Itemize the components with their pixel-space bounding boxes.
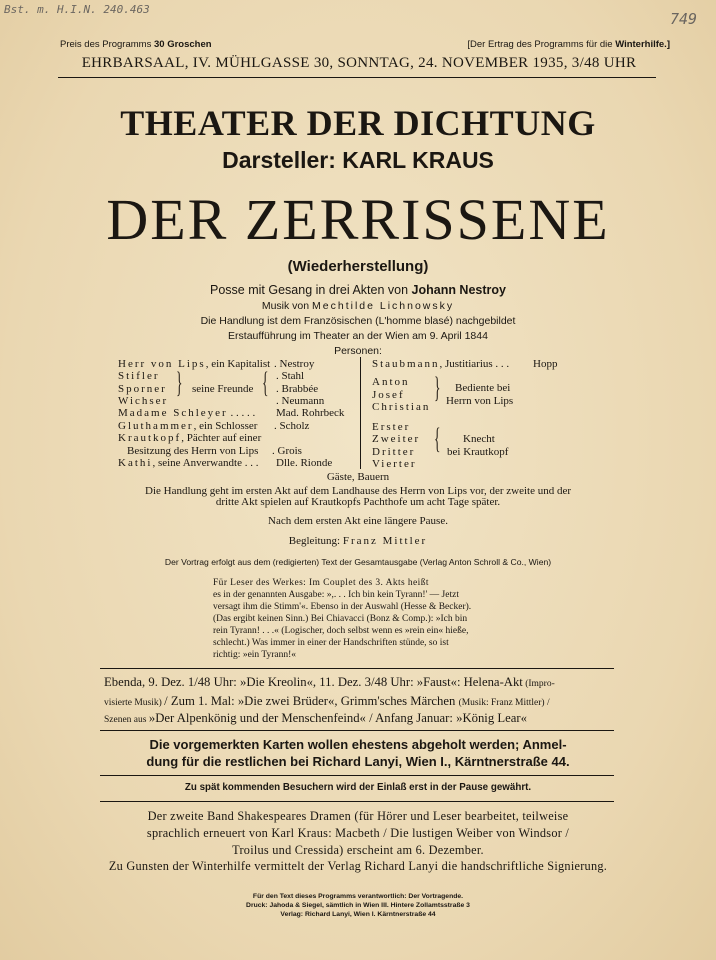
cast-krautkopf: Krautkopf, Pächter auf einer: [118, 432, 262, 444]
farmhands-brace: {: [433, 422, 441, 455]
cast-lips: Herr von Lips, ein Kapitalist: [118, 358, 271, 370]
music-line: Musik von Mechtilde Lichnowsky: [261, 300, 455, 312]
accompaniment-line: Begleitung: Franz Mittler: [288, 535, 428, 547]
tickets-line-2: dung für die restlichen bei Richard Lanyi, Wien I., Kärntnerstraße 44.: [146, 754, 570, 769]
latecomers-bottom-rule: [100, 801, 614, 802]
upcoming-line-3: Szenen aus »Der Alpenkönig und der Menschenfeind« / Anfang Januar: »König Lear«: [104, 711, 527, 725]
shakespeare-line-2: sprachlich erneuert von Karl Kraus: Macbeth / Die lustigen Weiber von Windsor /: [146, 826, 570, 840]
cast-schleyer: Madame Schleyer . . . . .: [118, 407, 256, 419]
play-title: DER ZERRISSENE: [106, 187, 610, 252]
cast-kathi: Kathi, seine Anverwandte . . .: [118, 457, 259, 469]
cast-gluthammer: Gluthammer, ein Schlosser: [118, 420, 258, 432]
performer-line: Darsteller: KARL KRAUS: [222, 147, 494, 173]
imprint-line-3: Verlag: Richard Lanyi, Wien I. Kärntnerstraße 44: [280, 911, 436, 918]
cast-anton: Anton: [372, 376, 410, 388]
reader-note-3: versagt ihm die Stimm'«. Ebenso in der Auswahl (Hesse & Becker).: [213, 602, 472, 612]
cast-servants-role-1: Bediente bei: [455, 382, 511, 394]
cast-sporner-actor: . Brabbée: [276, 383, 319, 395]
upcoming-top-rule: [100, 668, 614, 669]
cast-stifler-actor: . Stahl: [276, 370, 305, 382]
cast-staubmann-actor: Hopp: [533, 358, 558, 370]
latecomers-note: Zu spät kommenden Besuchern wird der Einlaß erst in der Pause gewährt.: [184, 782, 532, 793]
play-subtitle: (Wiederherstellung): [287, 258, 429, 275]
cast-guests: Gäste, Bauern: [326, 471, 390, 483]
upcoming-line-1: Ebenda, 9. Dez. 1/48 Uhr: »Die Kreolin«, 11. Dez. 3/48 Uhr: »Faust«: Helena-Akt (Impro-: [104, 675, 555, 689]
servants-brace: }: [433, 371, 441, 404]
cast-farmhands-role-2: bei Krautkopf: [447, 446, 509, 458]
cast-servants-role-2: Herrn von Lips: [446, 395, 514, 407]
cast-erster: Erster: [372, 421, 411, 433]
charity-note: [Der Ertrag des Programms für die Winterhilfe.]: [467, 39, 670, 50]
cast-vierter: Vierter: [372, 458, 417, 470]
cast-kathi-actor: Dlle. Rionde: [276, 457, 333, 469]
cast-dritter: Dritter: [372, 446, 416, 458]
cast-wichser: Wichser: [118, 395, 169, 407]
archive-number: 749: [670, 10, 698, 28]
cast-lips-actor: . Nestroy: [274, 358, 315, 370]
reader-note-6: schlecht.) Was immer in einer der Handschriften stünde, so ist: [213, 638, 449, 648]
reader-note-2: es in der genannten Ausgabe: »,. . . Ich bin kein Tyrann!' — Jetzt: [213, 590, 459, 600]
shakespeare-line-4: Zu Gunsten der Winterhilfe vermittelt der Verlag Richard Lanyi die handschriftliche Signierung.: [108, 859, 608, 873]
cast-stifler: Stifler: [118, 370, 160, 382]
archive-shelfmark: Bst. m. H.I.N. 240.463: [4, 3, 150, 16]
cast-sporner: Sporner: [118, 383, 167, 395]
cast-farmhands-role-1: Knecht: [463, 433, 495, 445]
reader-note-5: rein Tyrann! . . .« (Logischer, doch selbst wenn es »rein ein« hieße,: [213, 626, 469, 636]
theater-title: THEATER DER DICHTUNG: [120, 103, 596, 143]
shakespeare-line-1: Der zweite Band Shakespeares Dramen (für Hörer und Leser bearbeitet, teilweise: [147, 809, 569, 823]
header-rule: [58, 77, 656, 78]
upcoming-line-2: visierte Musik) / Zum 1. Mal: »Die zwei Brüder«, Grimm'sches Märchen (Musik: Franz Mittler) /: [104, 694, 550, 708]
price-note: Preis des Programms 30 Groschen: [60, 39, 212, 50]
premiere-line: Erstaufführung im Theater an der Wien am 9. April 1844: [228, 330, 488, 342]
cast-wichser-actor: . Neumann: [276, 395, 325, 407]
pause-note: Nach dem ersten Akt eine längere Pause.: [268, 515, 448, 527]
cast-gluthammer-actor: . Scholz: [274, 420, 310, 432]
genre-line: Posse mit Gesang in drei Akten von Johann Nestroy: [210, 283, 506, 297]
cast-friends-role: seine Freunde: [192, 383, 254, 395]
cast-krautkopf-actor: . Grois: [272, 445, 302, 457]
cast-zweiter: Zweiter: [372, 433, 421, 445]
setting-line-2: dritte Akt spielen auf Krautkopfs Pachthofe um acht Tage später.: [215, 496, 501, 508]
cast-krautkopf-role: Besitzung des Herrn von Lips: [127, 445, 259, 457]
source-line: Die Handlung ist dem Französischen (L'homme blasé) nachgebildet: [200, 315, 516, 327]
cast-josef: Josef: [372, 389, 405, 401]
setting-line-1: Die Handlung geht im ersten Akt auf dem Landhause des Herrn von Lips vor, der zweite und der: [145, 485, 571, 497]
venue-line: EHRBARSAAL, IV. MÜHLGASSE 30, SONNTAG, 24. NOVEMBER 1935, 3/48 UHR: [81, 55, 637, 71]
cast-divider: [360, 357, 361, 469]
latecomers-top-rule: [100, 775, 614, 776]
tickets-top-rule: [100, 730, 614, 731]
reader-note-1: Für Leser des Werkes: Im Couplet des 3. Akts heißt: [213, 578, 429, 588]
imprint-line-1: Für den Text dieses Programms verantwortlich: Der Vortragende.: [252, 893, 464, 900]
cast-staubmann: Staubmann, Justitiarius . . .: [372, 358, 510, 370]
imprint-line-2: Druck: Jahoda & Siegel, sämtlich in Wien III. Hintere Zollamtsstraße 3: [246, 902, 470, 909]
persons-heading: Personen:: [334, 345, 382, 357]
reader-note-7: richtig: »ein Tyrann!«: [213, 650, 297, 660]
reader-note-4: (Das ergibt keinen Sinn.) Bei Chiavacci (Bonz & Comp.): »Ich bin: [213, 614, 468, 624]
friends-brace-left: }: [175, 366, 183, 399]
text-source-note: Der Vortrag erfolgt aus dem (redigierten) Text der Gesamtausgabe (Verlag Anton Schroll & Co., Wien): [164, 557, 552, 567]
friends-brace-right: {: [261, 366, 269, 399]
shakespeare-line-3: Troilus und Cressida) erscheint am 6. Dezember.: [232, 843, 484, 857]
cast-schleyer-actor: Mad. Rohrbeck: [276, 407, 345, 419]
cast-christian: Christian: [372, 401, 431, 413]
tickets-line-1: Die vorgemerkten Karten wollen ehestens abgeholt werden; Anmel-: [149, 737, 567, 752]
